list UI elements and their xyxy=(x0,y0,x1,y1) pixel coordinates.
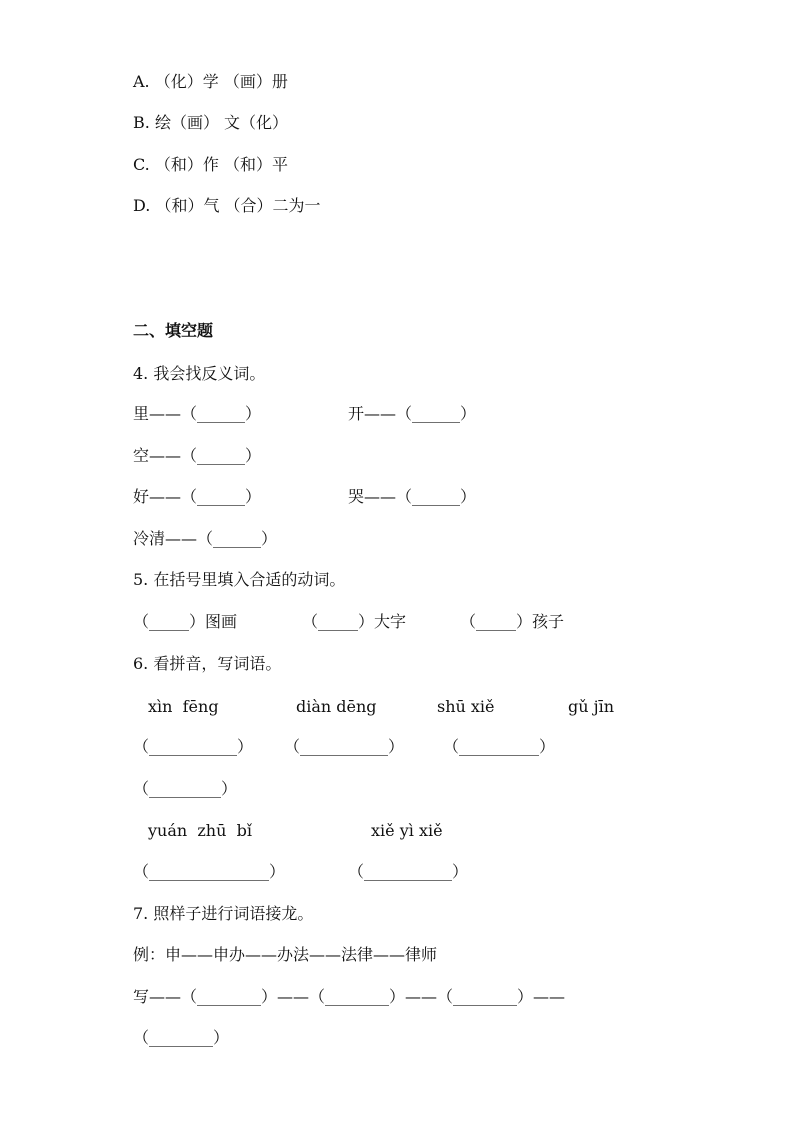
antonym-pair: 冷清——（______） xyxy=(133,529,278,548)
section-title: 二、填空题 xyxy=(133,321,214,340)
option-text: （和）气 （合）二为一 xyxy=(155,196,321,215)
question-7-prompt: 7. 照样子进行词语接龙。 xyxy=(133,904,314,923)
antonym-pair: 空——（______） xyxy=(133,446,262,465)
option-text: 绘（画） 文（化） xyxy=(154,113,289,132)
pinyin-label: xìn fēng xyxy=(148,697,219,716)
pinyin-label: diàn dēng xyxy=(296,697,377,716)
answer-blank: （___________） xyxy=(284,737,405,756)
pinyin-label: shū xiě xyxy=(437,697,495,716)
option-text: （化）学 （画）册 xyxy=(154,72,288,91)
word-chain-example: 例：申——申办——办法——法律——律师 xyxy=(133,945,438,964)
answer-blank: （___________） xyxy=(133,737,254,756)
word-chain-blanks: 写——（________）——（________）——（________）—— xyxy=(133,987,566,1006)
verb-blank-item: （_____）图画 xyxy=(133,612,238,631)
question-4-prompt: 4. 我会找反义词。 xyxy=(133,364,266,383)
option-text: （和）作 （和）平 xyxy=(154,155,288,174)
answer-blank: （_________） xyxy=(133,779,238,798)
option-c xyxy=(133,155,288,175)
answer-blank: （___________） xyxy=(348,862,469,881)
option-letter: D. xyxy=(133,196,151,215)
option-letter: A. xyxy=(133,72,150,91)
question-6-prompt: 6. 看拼音，写词语。 xyxy=(133,654,282,673)
pinyin-label: yuán zhū bǐ xyxy=(148,821,252,840)
antonym-pair: 哭——（______） xyxy=(348,487,477,506)
answer-blank: （__________） xyxy=(443,737,556,756)
option-a xyxy=(133,72,288,92)
answer-blank: （________） xyxy=(133,1028,230,1047)
pinyin-label: gǔ jīn xyxy=(568,697,615,716)
verb-blank-item: （_____）孩子 xyxy=(460,612,565,631)
pinyin-label: xiě yì xiě xyxy=(371,821,443,840)
answer-blank: （_______________） xyxy=(133,862,286,881)
option-d xyxy=(133,196,321,216)
antonym-pair: 好——（______） xyxy=(133,487,262,506)
option-letter: B. xyxy=(133,113,150,132)
verb-blank-item: （_____）大字 xyxy=(302,612,407,631)
antonym-pair: 里——（______） xyxy=(133,404,262,423)
antonym-pair: 开——（______） xyxy=(348,404,477,423)
option-letter: C. xyxy=(133,155,150,174)
option-b xyxy=(133,113,288,133)
question-5-prompt: 5. 在括号里填入合适的动词。 xyxy=(133,570,346,589)
